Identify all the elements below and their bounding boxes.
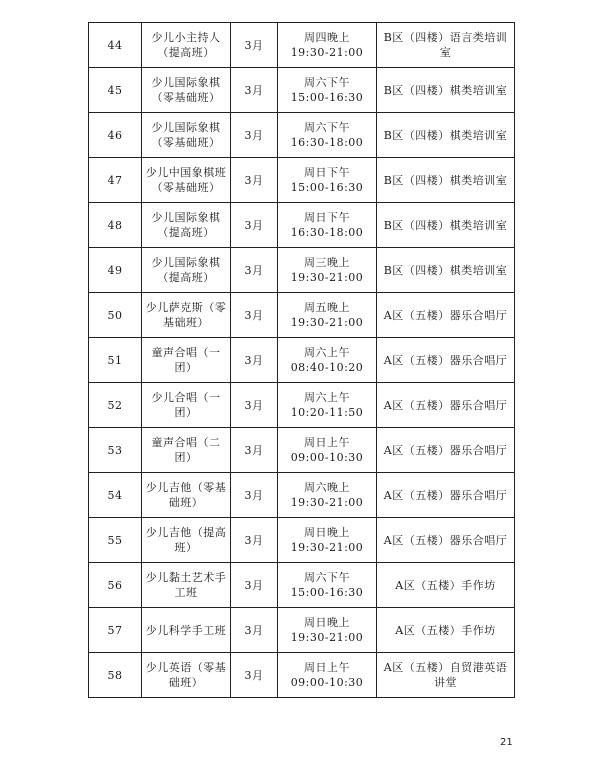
cell-time: 19:30-21:00	[290, 46, 364, 59]
cell-duration: 3月	[231, 428, 278, 473]
cell-schedule-time	[278, 563, 377, 608]
cell-no: 46	[89, 113, 142, 158]
cell-schedule-time	[278, 158, 377, 203]
cell-day: 周五晚上	[304, 301, 350, 314]
cell-no: 48	[89, 203, 142, 248]
table-row	[89, 518, 515, 563]
cell-no: 45	[89, 68, 142, 113]
cell-time: 19:30-21:00	[290, 271, 364, 284]
cell-day: 周六下午	[304, 121, 350, 134]
cell-no: 58	[89, 653, 142, 698]
cell-room: B区（四楼）棋类培训室	[377, 158, 515, 203]
cell-room: B区（四楼）语言类培训室	[377, 23, 515, 68]
page-number: 21	[500, 737, 513, 748]
cell-room: A区（五楼）器乐合唱厅	[377, 383, 515, 428]
cell-name: 少儿吉他（零基础班）	[142, 473, 231, 518]
cell-duration: 3月	[231, 338, 278, 383]
cell-day: 周六下午	[304, 76, 350, 89]
cell-time: 09:00-10:30	[290, 676, 364, 689]
cell-duration: 3月	[231, 473, 278, 518]
cell-room: A区（五楼）手作坊	[377, 563, 515, 608]
table-row	[89, 23, 515, 68]
schedule-table-body	[89, 23, 515, 698]
cell-name: 少儿合唱（一团）	[142, 383, 231, 428]
cell-duration: 3月	[231, 563, 278, 608]
cell-day: 周日上午	[304, 661, 350, 674]
cell-no: 53	[89, 428, 142, 473]
cell-schedule-time	[278, 248, 377, 293]
cell-day: 周四晚上	[304, 31, 350, 44]
cell-schedule-time	[278, 518, 377, 563]
cell-no: 56	[89, 563, 142, 608]
cell-name: 少儿国际象棋（零基础班）	[142, 68, 231, 113]
cell-no: 44	[89, 23, 142, 68]
cell-day: 周三晚上	[304, 256, 350, 269]
cell-duration: 3月	[231, 203, 278, 248]
cell-day: 周六上午	[304, 391, 350, 404]
cell-room: B区（四楼）棋类培训室	[377, 248, 515, 293]
table-row	[89, 113, 515, 158]
cell-time: 08:40-10:20	[290, 361, 364, 374]
cell-day: 周六晚上	[304, 481, 350, 494]
cell-schedule-time	[278, 608, 377, 653]
cell-room: A区（五楼）器乐合唱厅	[377, 338, 515, 383]
table-row	[89, 248, 515, 293]
cell-time: 16:30-18:00	[290, 226, 364, 239]
table-row	[89, 608, 515, 653]
cell-room: A区（五楼）器乐合唱厅	[377, 473, 515, 518]
cell-room: A区（五楼）自贸港英语讲堂	[377, 653, 515, 698]
cell-time: 15:00-16:30	[290, 586, 364, 599]
cell-duration: 3月	[231, 113, 278, 158]
cell-room: B区（四楼）棋类培训室	[377, 113, 515, 158]
cell-duration: 3月	[231, 383, 278, 428]
cell-room: A区（五楼）手作坊	[377, 608, 515, 653]
cell-schedule-time	[278, 428, 377, 473]
cell-time: 15:00-16:30	[290, 91, 364, 104]
cell-duration: 3月	[231, 248, 278, 293]
cell-no: 47	[89, 158, 142, 203]
cell-name: 童声合唱（二团）	[142, 428, 231, 473]
table-row	[89, 383, 515, 428]
cell-time: 16:30-18:00	[290, 136, 364, 149]
cell-day: 周日下午	[304, 211, 350, 224]
cell-schedule-time	[278, 383, 377, 428]
cell-name: 少儿萨克斯（零基础班）	[142, 293, 231, 338]
cell-name: 童声合唱（一团）	[142, 338, 231, 383]
cell-name: 少儿国际象棋（零基础班）	[142, 113, 231, 158]
cell-no: 52	[89, 383, 142, 428]
cell-schedule-time	[278, 113, 377, 158]
cell-time: 19:30-21:00	[290, 496, 364, 509]
cell-room: A区（五楼）器乐合唱厅	[377, 293, 515, 338]
cell-name: 少儿吉他（提高班）	[142, 518, 231, 563]
cell-name: 少儿中国象棋班（零基础班）	[142, 158, 231, 203]
cell-day: 周日上午	[304, 436, 350, 449]
cell-day: 周日晚上	[304, 526, 350, 539]
cell-duration: 3月	[231, 158, 278, 203]
cell-no: 55	[89, 518, 142, 563]
cell-day: 周六上午	[304, 346, 350, 359]
cell-time: 19:30-21:00	[290, 316, 364, 329]
cell-schedule-time	[278, 293, 377, 338]
cell-name: 少儿国际象棋（提高班）	[142, 203, 231, 248]
cell-no: 49	[89, 248, 142, 293]
cell-duration: 3月	[231, 518, 278, 563]
cell-time: 09:00-10:30	[290, 451, 364, 464]
cell-duration: 3月	[231, 68, 278, 113]
cell-day: 周六下午	[304, 571, 350, 584]
cell-schedule-time	[278, 653, 377, 698]
table-row	[89, 338, 515, 383]
cell-name: 少儿小主持人（提高班）	[142, 23, 231, 68]
table-row	[89, 203, 515, 248]
cell-name: 少儿国际象棋（提高班）	[142, 248, 231, 293]
table-row	[89, 158, 515, 203]
cell-schedule-time	[278, 203, 377, 248]
cell-time: 10:20-11:50	[290, 406, 364, 419]
cell-time: 19:30-21:00	[290, 631, 364, 644]
cell-name: 少儿黏土艺术手工班	[142, 563, 231, 608]
table-row	[89, 473, 515, 518]
cell-room: B区（四楼）棋类培训室	[377, 68, 515, 113]
cell-name: 少儿英语（零基础班）	[142, 653, 231, 698]
cell-schedule-time	[278, 473, 377, 518]
cell-room: B区（四楼）棋类培训室	[377, 203, 515, 248]
cell-no: 51	[89, 338, 142, 383]
cell-time: 19:30-21:00	[290, 541, 364, 554]
cell-room: A区（五楼）器乐合唱厅	[377, 428, 515, 473]
schedule-table	[88, 22, 515, 698]
cell-room: A区（五楼）器乐合唱厅	[377, 518, 515, 563]
cell-no: 50	[89, 293, 142, 338]
cell-no: 57	[89, 608, 142, 653]
table-row	[89, 68, 515, 113]
cell-schedule-time	[278, 338, 377, 383]
cell-no: 54	[89, 473, 142, 518]
table-row	[89, 563, 515, 608]
table-row	[89, 653, 515, 698]
cell-duration: 3月	[231, 23, 278, 68]
table-row	[89, 428, 515, 473]
table-row	[89, 293, 515, 338]
cell-name: 少儿科学手工班	[142, 608, 231, 653]
cell-schedule-time	[278, 68, 377, 113]
cell-schedule-time	[278, 23, 377, 68]
cell-time: 15:00-16:30	[290, 181, 364, 194]
cell-duration: 3月	[231, 608, 278, 653]
cell-duration: 3月	[231, 653, 278, 698]
cell-day: 周日下午	[304, 166, 350, 179]
cell-duration: 3月	[231, 293, 278, 338]
cell-day: 周日晚上	[304, 616, 350, 629]
